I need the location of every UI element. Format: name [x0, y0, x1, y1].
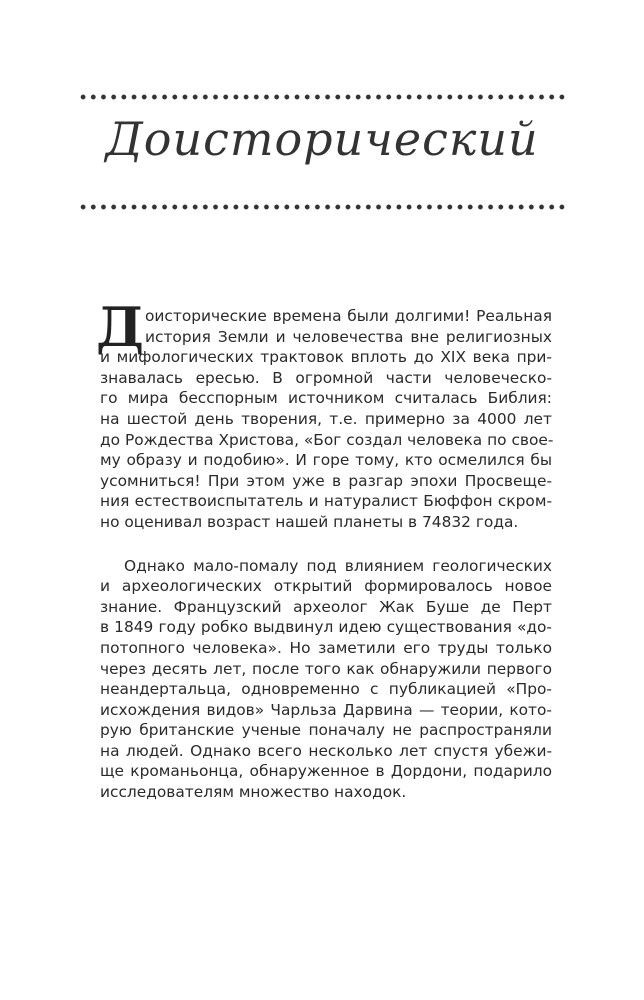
text-line: усомниться! При этом уже в разгар эпохи Просвеще-	[100, 471, 552, 490]
text-line: исследователям множество находок.	[100, 783, 407, 802]
paragraph-2	[100, 556, 552, 803]
text-line: неандертальца, одновременно с публикацией «Про-	[100, 680, 552, 699]
text-line: на людей. Однако всего несколько лет спустя убежи-	[100, 741, 552, 760]
text-line: го мира бесспорным источником считалась Библия:	[100, 389, 552, 408]
text-line: рую британские ученые поначалу не распространяли	[100, 721, 552, 740]
text-line: ще кроманьонца, обнаруженное в Дордони, подарило	[100, 762, 552, 781]
text-line: Однако мало-помалу под влиянием геологических	[124, 556, 552, 575]
text-line: знание. Французский археолог Жак Буше де Перт	[100, 597, 552, 616]
text-line: му образу и подобию». И горе тому, кто осмелился бы	[100, 451, 552, 470]
text-line: ния естествоиспытатель и натуралист Бюффон скром-	[100, 492, 552, 511]
text-line: и мифологических трактовок вплоть до XIX века при-	[100, 348, 552, 367]
text-line: через десять лет, после того как обнаружили первого	[100, 659, 552, 678]
text-line: но оценивал возраст нашей планеты в 74832 года.	[100, 512, 519, 531]
drop-cap: Д	[96, 295, 145, 359]
chapter-title: Доисторический	[105, 112, 539, 166]
dotted-divider-bottom	[78, 204, 568, 210]
dotted-divider-top	[78, 94, 568, 100]
text-line: исхождения видов» Чарльза Дарвина — теории, кото-	[100, 700, 552, 719]
text-line: на шестой день творения, т.е. примерно за 4000 лет	[100, 409, 552, 428]
text-line: в 1849 году робко выдвинул идею существования «до-	[100, 618, 552, 637]
text-line: история Земли и человечества вне религиозных	[145, 327, 552, 346]
text-line: до Рождества Христова, «Бог создал человека по свое-	[100, 430, 554, 449]
text-line: оисторические времена были долгими! Реальная	[145, 307, 552, 325]
paragraph-1	[96, 295, 554, 533]
text-line: знавалась ересью. В огромной части человеческо-	[100, 368, 552, 387]
text-line: и археологических открытий формировалось новое	[100, 577, 552, 596]
text-line: потопного человека». Но заметили его труды только	[100, 638, 552, 657]
body-text	[96, 295, 554, 803]
